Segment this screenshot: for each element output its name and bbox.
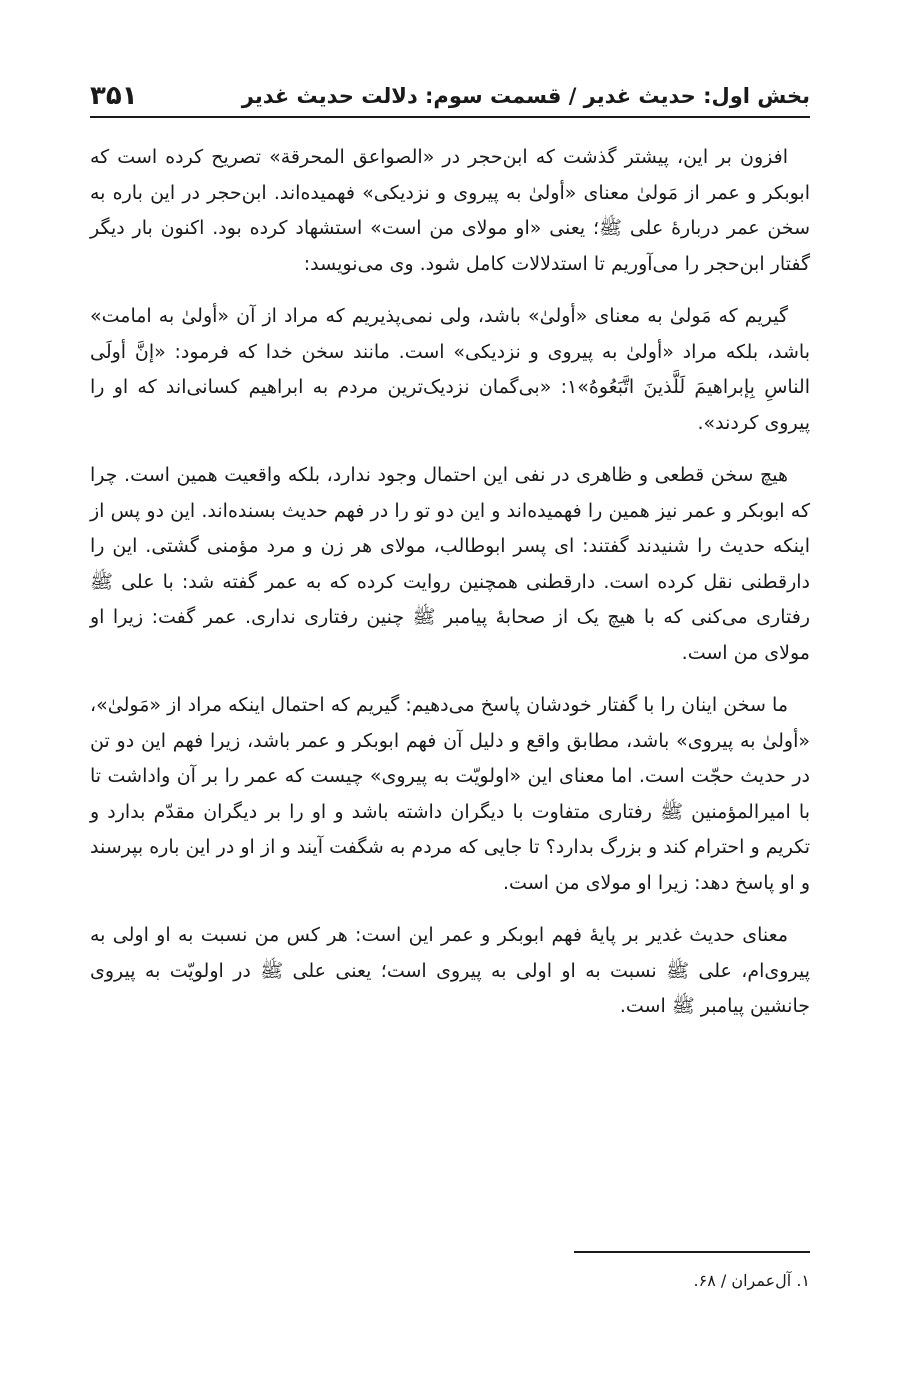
paragraph: ما سخن اینان را با گفتار خودشان پاسخ می‌دهیم: گیریم که احتمال اینکه مراد از «مَولیٰ»، «أولیٰ به پیروی» باشد، مطابق واقع و دلیل آن فهم ابوبکر و عمر باشد، زیرا فهم این دو تن در حدیث حجّت است. اما معنای این «اولویّت به پیروی» چیست که عمر را بر آن واداشت تا با امیرالمؤمنین ﷺ رفتاری متفاوت با دیگران داشته باشد و او را بر دیگران مقدّم بدارد و تکریم و احترام کند و بزرگ بدارد؟ تا جایی که مردم به شگفت آیند و از او در این باره بپرسند و او پاسخ دهد: زیرا او مولای من است. [90,694,810,894]
paragraph: افزون بر این، پیشتر گذشت که ابن‌حجر در «الصواعق المحرقة» تصریح کرده است که ابوبکر و عمر از مَولیٰ معنای «أولیٰ به پیروی و نزدیکی» فهمیده‌اند. ابن‌حجر در این باره به سخن عمر دربارهٔ علی ﷺ؛ یعنی «او مولای من است» استشهاد کرده بود. اکنون بار دیگر گفتار ابن‌حجر را می‌آوریم تا استدلالات کامل شود. وی می‌نویسد: [90,146,810,275]
main-text [90,140,810,1042]
running-header [90,76,810,118]
paragraph: هیچ سخن قطعی و ظاهری در نفی این احتمال وجود ندارد، بلکه واقعیت همین است. چرا که ابوبکر و عمر نیز همین را فهمیده‌اند و این دو تو را در فهم حدیث بسنده‌اند. این دو پس از اینکه حدیث را شنیدند گفتند: ای پسر ابوطالب، مولای هر زن و مرد مؤمنی گشتی. این را دارقطنی نقل کرده است. دارقطنی همچنین روایت کرده که به عمر گفته شد: با علی ﷺ رفتاری می‌کنی که با هیچ یک از صحابهٔ پیامبر ﷺ چنین رفتاری نداری. عمر گفت: زیرا او مولای من است. [90,464,810,664]
running-title: بخش اول: حدیث غدیر / قسمت سوم: دلالت حدیث غدیر [241,84,810,108]
paragraph: گیریم که مَولیٰ به معنای «أولیٰ» باشد، ولی نمی‌پذیریم که مراد از آن «أولیٰ به امامت» باشد، بلکه مراد «أولیٰ به پیروی و نزدیکی» است. مانند سخن خدا که فرمود: «إنَّ أولَی الناسِ بِإبراهیمَ لَلَّذینَ اتَّبَعُوهُ»۱: «بی‌گمان نزدیک‌ترین مردم به ابراهیم کسانی‌اند که او را پیروی کردند». [90,305,810,434]
footnote: ۱. آل‌عمران / ۶۸. [693,1271,810,1290]
page-number: ۳۵۱ [90,81,138,111]
footnote-divider [574,1251,810,1253]
paragraph: معنای حدیث غدیر بر پایهٔ فهم ابوبکر و عمر این است: هر کس من نسبت به او اولی به پیروی‌ام، علی ﷺ نسبت به او اولی به پیروی است؛ یعنی علی ﷺ در اولویّت به پیروی جانشین پیامبر ﷺ است. [90,924,810,1017]
